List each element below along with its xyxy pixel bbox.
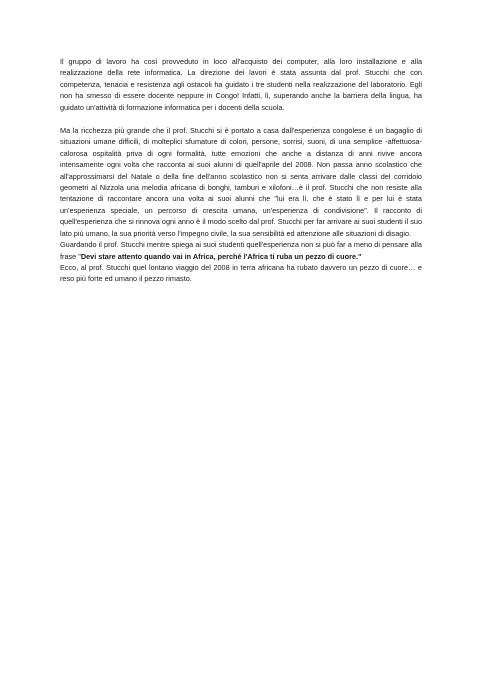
paragraph-conclusion: Ecco, al prof. Stucchi quel lontano viaggio del 2008 in terra africana ha rubato davvero un pezzo di cuore… e reso più forte ed umano il pezzo rimasto. xyxy=(60,262,422,284)
paragraph-africa-quote xyxy=(60,239,422,262)
paragraph-lab-setup: Il gruppo di lavoro ha così provveduto in loco all'acquisto dei computer, alla loro installazione e alla realizzazione della rete informatica. La direzione dei lavori è stata assunta dal prof. Stucchi che con competenza, tenacia e resistenza agli ostacoli ha guidato i tre studenti nella realizzazione del laboratorio. Egli non ha smesso di essere docente neppure in Congo! Infatti, lì, superando anche la barriera della lingua, ha guidato un'attività di formazione informatica per i docenti della scuola. xyxy=(60,57,422,112)
quote-intro-text: Guardando il prof. Stucchi mentre spiega ai suoi studenti quell'esperienza non si può far a meno di pensare alla frase " xyxy=(60,240,422,261)
quote-bold-text: Devi stare attento quando vai in Africa, perché l'Africa ti ruba un pezzo di cuore." xyxy=(80,251,362,261)
paragraph-congo-experience: Ma la ricchezza più grande che il prof. Stucchi si è portato a casa dall'esperienza congolese è un bagaglio di situazioni umane difficili, di molteplici sfumature di colori, persone, sorrisi, suoni, di una semplice -affettuosa-calorosa ospitalità priva di ogni formalità, tutte emozioni che anche a distanza di anni rivive ancora intensamente ogni volta che racconta ai suoi alunni di quell'aprile del 2008. Non passa anno scolastico che all'approssimarsi del Natale o della fine dell'anno scolastico non si senta arrivare dalle classi del corridoio geometri al Nizzola una melodia africana di bonghi, tamburi e xilofoni…è il prof. Stucchi che non resiste alla tentazione di raccontare ancora una volta ai suoi alunni che "lui era lì, che è stato lì e per lui è stata un'esperienza speciale, un percorso di crescita umana, un'esperienza di condivisione". Il racconto di quell'esperienza che si rinnova ogni anno è il modo scelto dal prof. Stucchi per far arrivare ai suoi studenti il suo lato più umano, la sua priorità verso l'impegno civile, la sua sensibilità ed attenzione alle situazioni di disagio. xyxy=(60,126,422,238)
paragraph-spacer xyxy=(60,113,422,125)
document-body xyxy=(60,56,422,285)
